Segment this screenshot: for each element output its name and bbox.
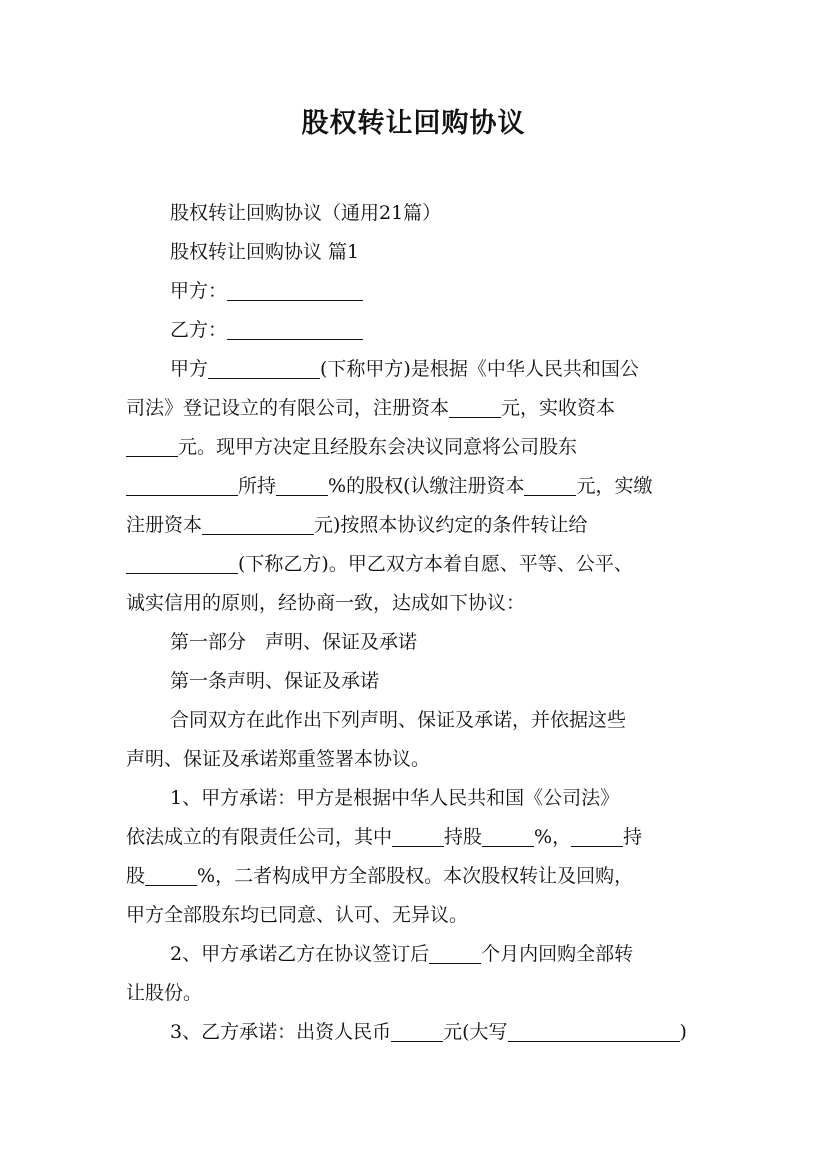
text-segment: 股权转让回购协议（通用21篇）	[170, 202, 442, 224]
text-segment: 让股份。	[126, 982, 203, 1004]
paragraph-line	[126, 818, 706, 857]
paragraph-line	[126, 389, 706, 428]
paragraph-line	[126, 935, 706, 974]
text-segment: 声明、保证及承诺郑重签署本协议。	[126, 748, 431, 770]
text-segment: 甲方	[170, 358, 209, 380]
blank-underline	[392, 824, 444, 847]
text-segment: 第一条声明、保证及承诺	[170, 670, 380, 692]
blank-underline	[508, 1019, 680, 1042]
text-segment: 元，实收资本	[501, 397, 616, 419]
document-body	[126, 194, 706, 1052]
text-segment: 持	[623, 826, 643, 848]
article-heading	[126, 662, 706, 701]
blank-underline	[145, 863, 197, 886]
text-segment: 乙方：	[170, 319, 228, 341]
text-segment: (下称甲方)是根据《中华人民共和国公	[320, 358, 639, 380]
document-title: 股权转让回购协议	[301, 108, 526, 139]
blank-underline	[126, 551, 238, 574]
text-segment: 股权转让回购协议 篇1	[170, 241, 360, 263]
blank-underline	[391, 1019, 443, 1042]
blank-underline	[276, 473, 328, 496]
text-segment: 所持	[238, 475, 277, 497]
blank-underline	[208, 356, 320, 379]
text-segment: 个月内回购全部转	[481, 943, 634, 965]
text-segment: 合同双方在此作出下列声明、保证及承诺，并依据这些	[170, 709, 627, 731]
blank-underline	[126, 473, 238, 496]
text-segment: 甲方全部股东均已同意、认可、无异议。	[126, 904, 469, 926]
text-segment: 元)按照本协议约定的条件转让给	[314, 514, 588, 536]
section-heading	[126, 623, 706, 662]
text-segment: 元(大写	[443, 1021, 508, 1043]
blank-underline	[202, 512, 314, 535]
paragraph-line	[126, 194, 706, 233]
text-segment: 2、甲方承诺乙方在协议签订后	[170, 943, 430, 965]
paragraph-line	[126, 506, 706, 545]
paragraph-line	[126, 779, 706, 818]
party-b-line	[126, 311, 706, 350]
paragraph-line	[126, 1013, 706, 1052]
paragraph-line	[126, 584, 706, 623]
blank-underline	[429, 941, 481, 964]
blank-underline	[449, 395, 501, 418]
text-segment: 依法成立的有限责任公司，其中	[126, 826, 393, 848]
paragraph-line	[126, 740, 706, 779]
paragraph-line	[126, 428, 706, 467]
blank-underline	[227, 278, 363, 301]
blank-underline	[524, 473, 576, 496]
party-a-line	[126, 272, 706, 311]
paragraph-line	[126, 350, 706, 389]
paragraph-line	[126, 545, 706, 584]
text-segment: 甲方：	[170, 280, 228, 302]
text-segment: 诚实信用的原则，经协商一致，达成如下协议：	[126, 592, 526, 614]
blank-underline	[227, 317, 363, 340]
text-segment: 司法》登记设立的有限公司，注册资本	[126, 397, 450, 419]
text-segment: 注册资本	[126, 514, 203, 536]
text-segment: 1、甲方承诺：甲方是根据中华人民共和国《公司法》	[170, 787, 620, 809]
text-segment: 3、乙方承诺：出资人民币	[170, 1021, 392, 1043]
paragraph-line	[126, 974, 706, 1013]
text-segment: %，	[534, 826, 572, 848]
text-segment: 元，实缴	[576, 475, 653, 497]
paragraph-line	[126, 701, 706, 740]
paragraph-line	[126, 467, 706, 506]
text-segment: )	[679, 1021, 687, 1043]
paragraph-line	[126, 896, 706, 935]
blank-underline	[482, 824, 534, 847]
paragraph-line	[126, 233, 706, 272]
blank-underline	[126, 434, 178, 457]
text-segment: 股	[126, 865, 146, 887]
text-segment: 持股	[444, 826, 483, 848]
paragraph-line	[126, 857, 706, 896]
text-segment: (下称乙方)。甲乙双方本着自愿、平等、公平、	[238, 553, 633, 575]
blank-underline	[571, 824, 623, 847]
text-segment: %，二者构成甲方全部股权。本次股权转让及回购，	[197, 865, 634, 887]
text-segment: 第一部分 声明、保证及承诺	[170, 631, 418, 653]
text-segment: %的股权(认缴注册资本	[328, 475, 525, 497]
text-segment: 元。现甲方决定且经股东会决议同意将公司股东	[178, 436, 578, 458]
